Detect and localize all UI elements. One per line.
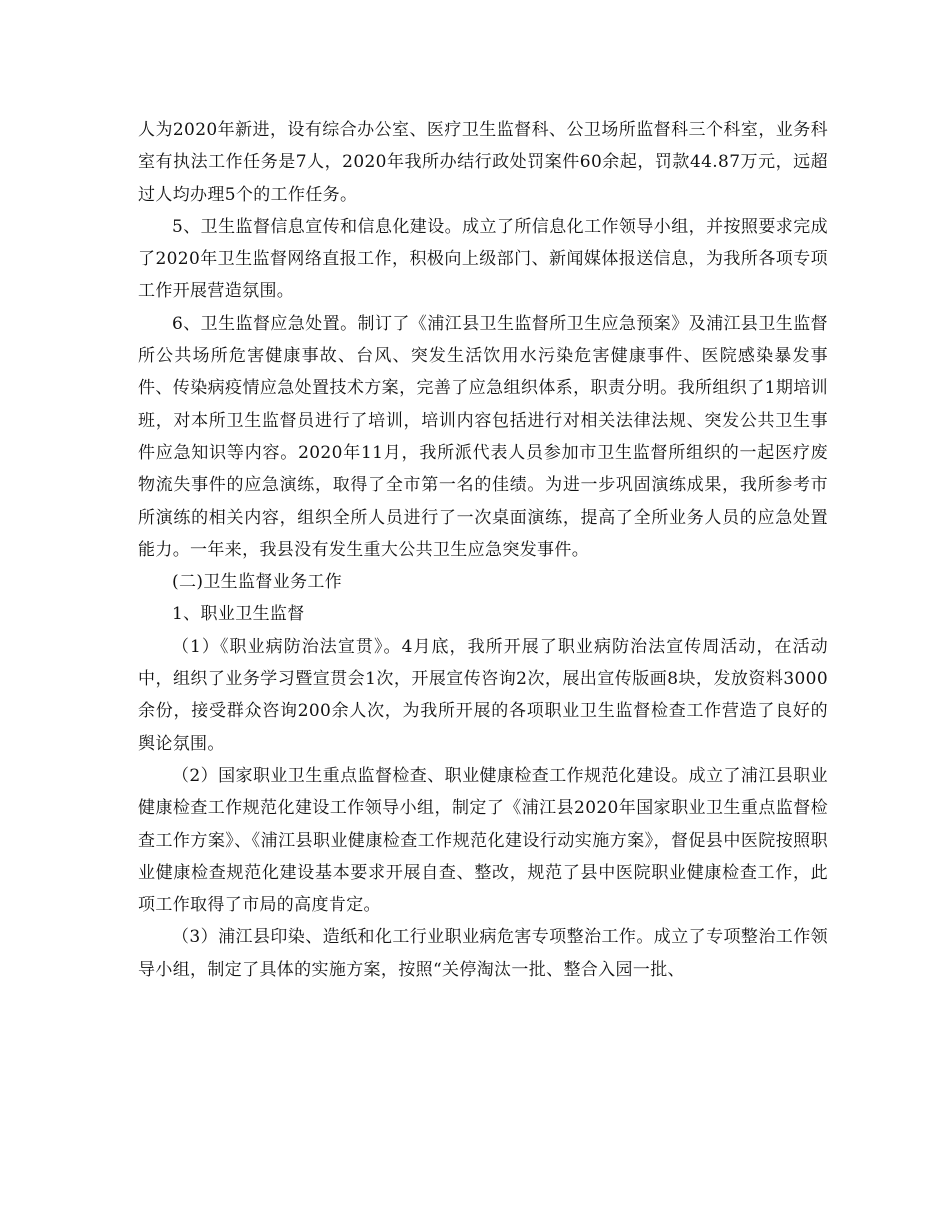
paragraph-industry-rectification: （3）浦江县印染、造纸和化工行业职业病危害专项整治工作。成立了专项整治工作领导小组，制定了具体的实施方案，按照“关停淘汰一批、整合入园一批、 (138, 927, 828, 980)
subsection-heading-occupational-health: 1、职业卫生监督 (172, 604, 305, 625)
section-heading-business-work: (二)卫生监督业务工作 (172, 572, 343, 593)
paragraph-continuation: 人为2020年新进，设有综合办公室、医疗卫生监督科、公卫场所监督科三个科室，业务科室有执法工作任务是7人，2020年我所办结行政处罚案件60余起，罚款44.87万元，远超过人均办理5个的工作任务。 (138, 120, 828, 205)
paragraph-info-publicity: 5、卫生监督信息宣传和信息化建设。成立了所信息化工作领导小组，并按照要求完成了2020年卫生监督网络直报工作，积极向上级部门、新闻媒体报送信息，为我所各项专项工作开展营造氛围。 (138, 216, 828, 302)
document-body (138, 114, 828, 986)
paragraph-key-supervision: （2）国家职业卫生重点监督检查、职业健康检查工作规范化建设。成立了浦江县职业健康检查工作规范化建设工作领导小组，制定了《浦江县2020年国家职业卫生重点监督检查工作方案》、《浦江县职业健康检查工作规范化建设行动实施方案》，督促县中医院按照职业健康检查规范化建设基本要求开展自查、整改，规范了县中医院职业健康检查工作，此项工作取得了市局的高度肯定。 (138, 765, 828, 916)
paragraph-emergency-response: 6、卫生监督应急处置。制订了《浦江县卫生监督所卫生应急预案》及浦江县卫生监督所公共场所危害健康事故、台风、突发生活饮用水污染危害健康事件、医院感染暴发事件、传染病疫情应急处置技术方案，完善了应急组织体系，职责分明。我所组织了1期培训班，对本所卫生监督员进行了培训，培训内容包括进行对相关法律法规、突发公共卫生事件应急知识等内容。2020年11月，我所派代表人员参加市卫生监督所组织的一起医疗废物流失事件的应急演练，取得了全市第一名的佳绩。为进一步巩固演练成果，我所参考市所演练的相关内容，组织全所人员进行了一次桌面演练，提高了全所业务人员的应急处置能力。一年来，我县没有发生重大公共卫生应急突发事件。 (138, 313, 828, 560)
paragraph-law-publicity: （1）《职业病防治法宣贯》。4月底，我所开展了职业病防治法宣传周活动，在活动中，组织了业务学习暨宣贯会1次，开展宣传咨询2次，展出宣传版画8块，发放资料3000余份，接受群众咨询200余人次，为我所开展的各项职业卫生监督检查工作营造了良好的舆论氛围。 (138, 636, 828, 754)
